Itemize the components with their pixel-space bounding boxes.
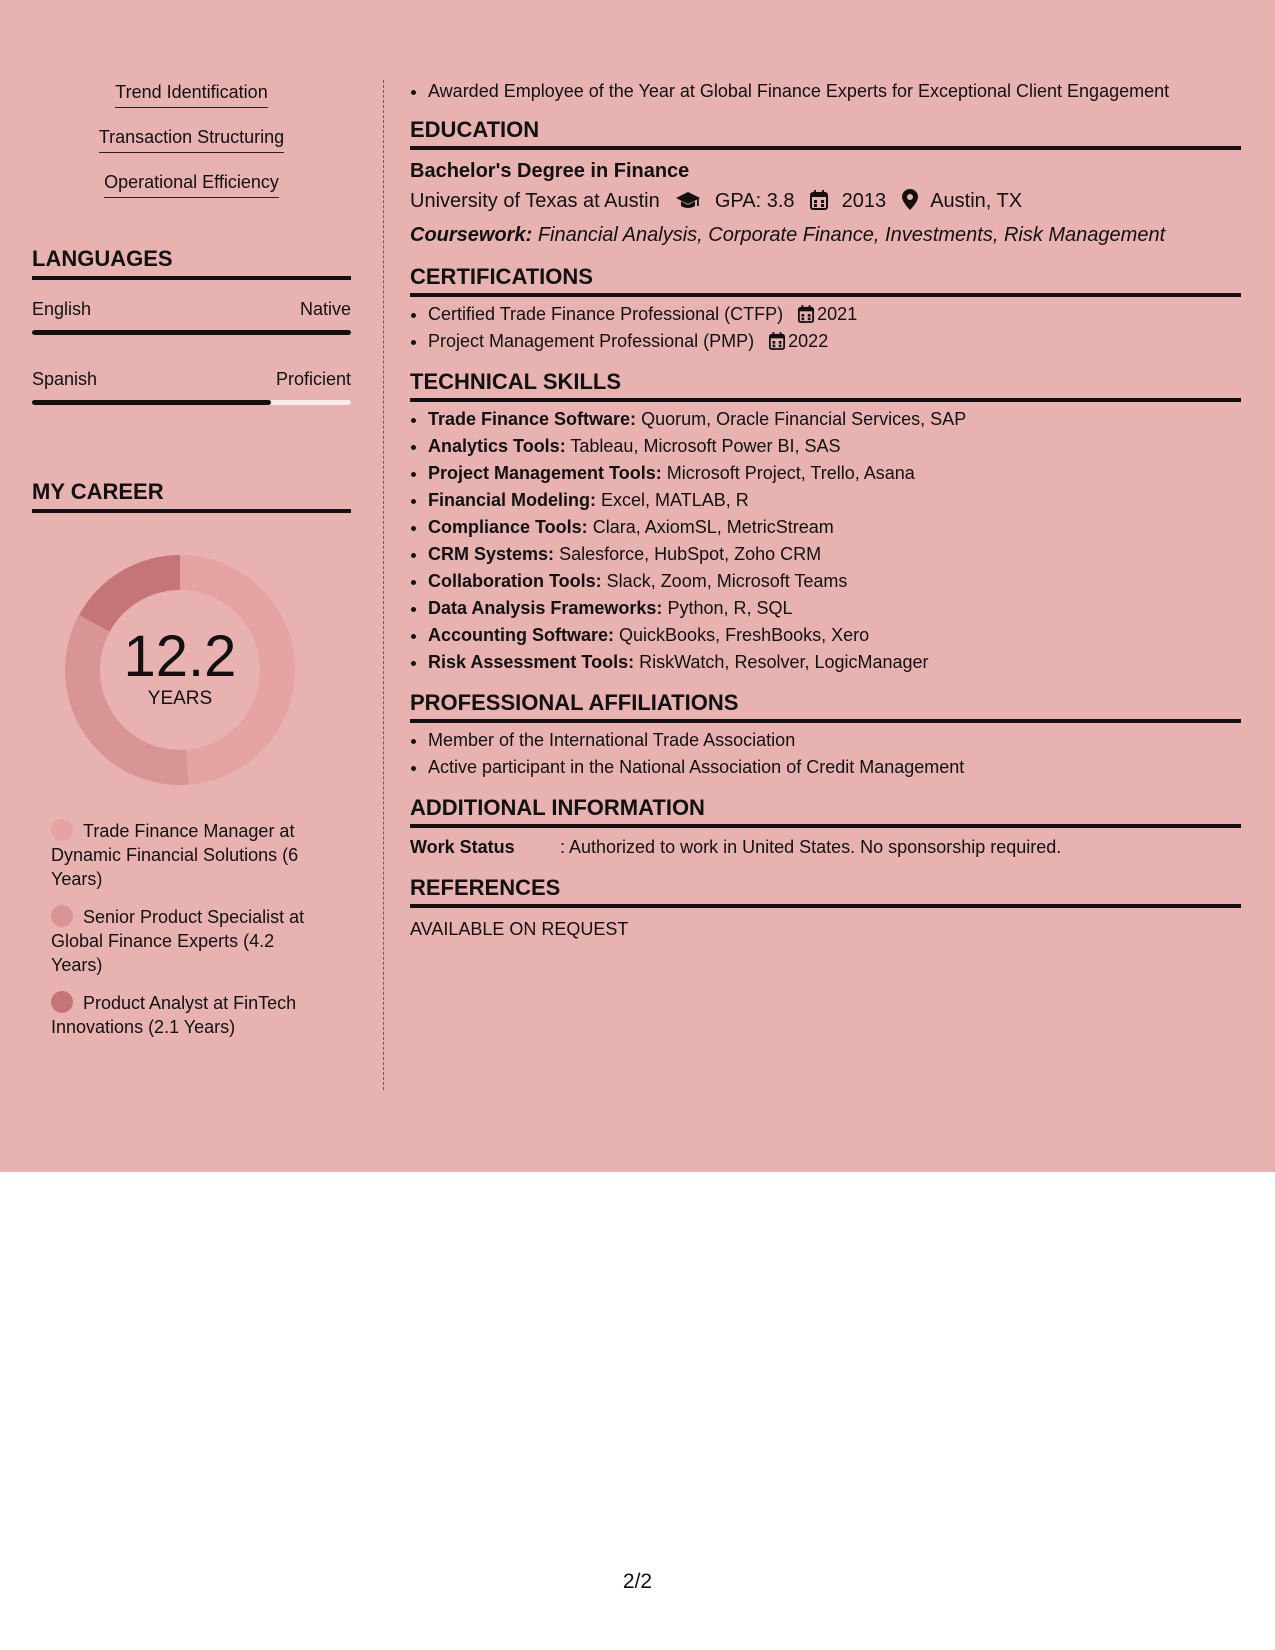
skill-value: QuickBooks, FreshBooks, Xero (619, 625, 870, 645)
achievement-item: • Awarded Employee of the Year at Global Finance Experts for Exceptional Client Engagement (428, 78, 1241, 105)
technical-skills-list (410, 406, 1241, 676)
language-bar-fill (32, 330, 351, 335)
additional-info-heading: ADDITIONAL INFORMATION (410, 795, 1241, 828)
certification-item (428, 301, 1241, 328)
skill-label: Analytics Tools: (428, 436, 566, 456)
skill-item (428, 568, 1241, 595)
skill-label: Project Management Tools: (428, 463, 662, 483)
degree-title: Bachelor's Degree in Finance (410, 160, 690, 182)
legend-dot-icon (51, 991, 73, 1013)
career-years-unit: YEARS (147, 688, 213, 709)
affiliations-heading: PROFESSIONAL AFFILIATIONS (410, 690, 1241, 723)
skill-item (428, 460, 1241, 487)
skill-label: Trade Finance Software: (428, 409, 637, 429)
skill-item (428, 595, 1241, 622)
career-item-text: Senior Product Specialist at Global Finance Experts (4.2 Years) (51, 907, 305, 975)
calendar-icon (769, 332, 785, 350)
career-total-years: 12.2 (123, 624, 237, 689)
skill-value: Microsoft Project, Trello, Asana (666, 463, 915, 483)
career-item (51, 991, 321, 1039)
map-pin-icon (902, 189, 918, 220)
strength-item: Operational Efficiency (104, 170, 279, 198)
skill-value: Tableau, Microsoft Power BI, SAS (570, 436, 841, 456)
left-column (32, 80, 351, 1053)
school-name: University of Texas at Austin (410, 190, 660, 212)
affiliations-list (410, 727, 1241, 781)
graduation-year: 2013 (841, 190, 887, 212)
career-item-text: Trade Finance Manager at Dynamic Financial Solutions (6 Years) (51, 821, 299, 889)
skill-item (428, 433, 1241, 460)
coursework (410, 220, 1241, 250)
affiliation-item: • Member of the International Trade Association (428, 727, 1241, 754)
coursework-label: Coursework: (410, 224, 533, 246)
skill-value: Quorum, Oracle Financial Services, SAP (641, 409, 967, 429)
languages-heading: LANGUAGES (32, 245, 351, 280)
certifications-heading: CERTIFICATIONS (410, 264, 1241, 297)
work-status-row (410, 834, 1241, 861)
skill-value: RiskWatch, Resolver, LogicManager (639, 652, 929, 672)
skill-value: Slack, Zoom, Microsoft Teams (606, 571, 848, 591)
certification-name: Certified Trade Finance Professional (CTFP) (428, 304, 784, 324)
language-level: Proficient (275, 369, 351, 389)
career-item (51, 905, 321, 977)
career-item (51, 819, 321, 891)
calendar-icon (810, 189, 828, 220)
strength-item: Trend Identification (115, 80, 267, 108)
references-heading: REFERENCES (410, 875, 1241, 908)
career-legend (51, 819, 321, 1039)
skill-label: Accounting Software: (428, 625, 615, 645)
skill-label: Compliance Tools: (428, 517, 588, 537)
certification-year: 2021 (817, 304, 858, 324)
graduation-cap-icon (675, 189, 701, 220)
skill-value: Clara, AxiomSL, MetricStream (592, 517, 834, 537)
skill-value: Python, R, SQL (667, 598, 793, 618)
column-divider (383, 80, 384, 1090)
language-name: English (32, 299, 92, 319)
skill-label: CRM Systems: (428, 544, 555, 564)
language-bar (32, 330, 351, 335)
language-row (32, 368, 351, 412)
language-level: Native (299, 299, 351, 319)
skill-label: Data Analysis Frameworks: (428, 598, 663, 618)
skill-value: Excel, MATLAB, R (601, 490, 749, 510)
career-item-text: Product Analyst at FinTech Innovations (2.1 Years) (51, 993, 297, 1037)
technical-skills-heading: TECHNICAL SKILLS (410, 369, 1241, 402)
strength-item: Transaction Structuring (99, 125, 284, 153)
legend-dot-icon (51, 819, 73, 841)
skill-item (428, 514, 1241, 541)
work-status-value: : Authorized to work in United States. No sponsorship required. (560, 837, 1062, 857)
legend-dot-icon (51, 905, 73, 927)
skill-item (428, 622, 1241, 649)
skill-label: Financial Modeling: (428, 490, 597, 510)
skill-item (428, 406, 1241, 433)
career-donut-chart (65, 555, 295, 785)
skill-item (428, 649, 1241, 676)
references-text: AVAILABLE ON REQUEST (410, 919, 629, 939)
certification-name: Project Management Professional (PMP) (428, 331, 755, 351)
certifications-list (410, 301, 1241, 355)
achievements-list (410, 78, 1241, 105)
page-number: 2/2 (622, 1570, 653, 1593)
gpa: GPA: 3.8 (714, 190, 795, 212)
calendar-icon (798, 305, 814, 323)
strengths-list (32, 80, 351, 215)
skill-label: Collaboration Tools: (428, 571, 602, 591)
education-details (410, 186, 1241, 220)
work-status-label: Work Status (410, 837, 515, 857)
language-bar (32, 400, 351, 405)
education-location: Austin, TX (930, 190, 1023, 212)
skill-item (428, 541, 1241, 568)
certification-item (428, 328, 1241, 355)
education-heading: EDUCATION (410, 117, 1241, 150)
skill-value: Salesforce, HubSpot, Zoho CRM (559, 544, 822, 564)
skill-label: Risk Assessment Tools: (428, 652, 635, 672)
certification-year: 2022 (788, 331, 829, 351)
language-row (32, 298, 351, 342)
affiliation-item: • Active participant in the National Association of Credit Management (428, 754, 1241, 781)
skill-item (428, 487, 1241, 514)
right-column (410, 80, 1241, 943)
language-name: Spanish (32, 369, 98, 389)
coursework-value: Financial Analysis, Corporate Finance, Investments, Risk Management (537, 224, 1166, 246)
language-bar-fill (32, 400, 271, 405)
career-heading: MY CAREER (32, 478, 351, 513)
